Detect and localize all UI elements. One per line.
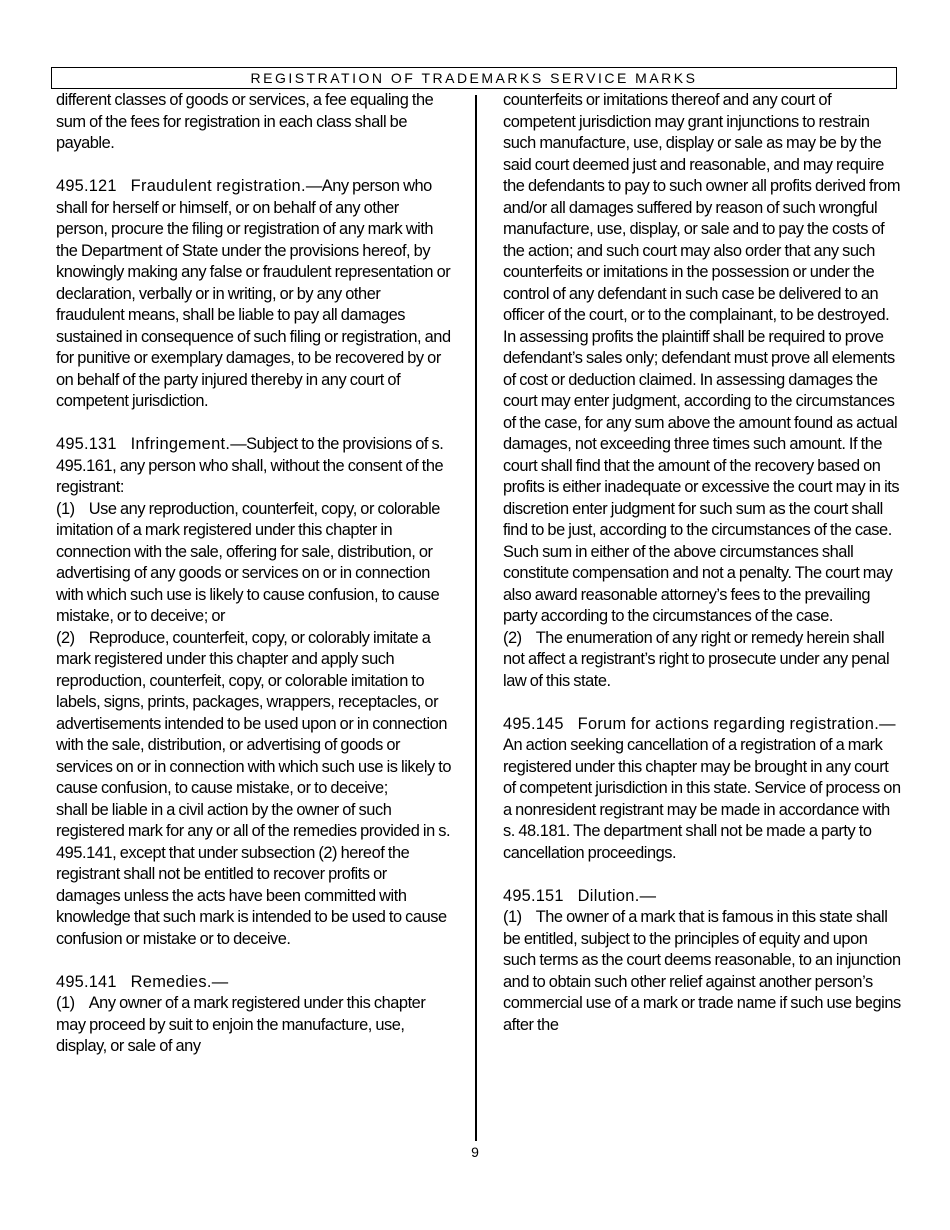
left-column [56, 90, 452, 1058]
section-495-151 [503, 886, 903, 908]
subsection-label: (2) [56, 628, 75, 647]
section-number: 495.121 [56, 177, 117, 195]
subsection-text: The owner of a mark that is famous in this state shall be entitled, subject to the principles of equity and upon such terms as the court deems reasonable, to an injunction and to obtain such other relief against another person’s commercial use of a mark or trade name if such use begins after the [503, 908, 901, 1034]
section-495-141 [56, 972, 452, 994]
section-title: Forum for actions regarding registration. [577, 714, 880, 733]
section-title: Infringement. [130, 435, 231, 453]
section-intro: —Subject to the provisions of s. 495.161, any person who shall, without the consent of the registrant: [56, 435, 444, 496]
section-number: 495.145 [503, 714, 564, 733]
running-header [51, 67, 897, 89]
section-title: Dilution. [577, 886, 640, 905]
section-495-141-continued: counterfeits or imitations thereof and any court of competent jurisdiction may grant injunctions to restrain such manufacture, use, display or sale as may be by the said court deemed just and reasonable, and may require the defendants to pay to such owner all profits derived from and/or all damages suffered by reason of such wrongful manufacture, use, display, or sale and to pay the costs of the action; and such court may also order that any such counterfeits or imitations in the possession or under the control of any defendant in such case be delivered to an officer of the court, or to the complainant, to be destroyed. In assessing profits the plaintiff shall be required to prove defendant’s sales only; defendant must prove all elements of cost or deduction claimed. In assessing damages the court may enter judgment, according to the circumstances of the case, for any sum above the amount found as actual damages, not exceeding three times such amount. If the court shall find that the amount of the recovery based on profits is either inadequate or excessive the court may in its discretion enter judgment for such sum as the court shall find to be just, according to the circumstances of the case. Such sum in either of the above circumstances shall constitute compensation and not a penalty. The court may also award reasonable attorney’s fees to the prevailing party according to the circumstances of the case. [503, 91, 901, 625]
page-number: 9 [471, 1144, 479, 1160]
subsection-label: (1) [503, 908, 522, 926]
subsection-2 [56, 628, 452, 800]
subsection-2 [503, 628, 903, 693]
section-number: 495.131 [56, 435, 117, 453]
section-body: —An action seeking cancellation of a registration of a mark registered under this chapter may be brought in any court of competent jurisdiction in this state. Service of process on a nonresident registrant may be made in accordance with s. 48.181. The department shall not be made a party to cancellation proceedings. [503, 714, 901, 862]
subsection-label: (1) [56, 499, 75, 518]
section-body: —Any person who shall for herself or himself, or on behalf of any other person, procure the filing or registration of any mark with the Department of State under the provisions hereof, by knowingly making any false or fraudulent representation or declaration, verbally or in writing, or by any other fraudulent means, shall be liable to pay all damages sustained in consequence of such filing or registration, and for punitive or exemplary damages, to be recovered by or on behalf of the party injured thereby in any court of competent jurisdiction. [56, 177, 451, 410]
subsection-label: (1) [56, 994, 75, 1012]
subsection-text: The enumeration of any right or remedy herein shall not affect a registrant’s right to prosecute under any penal law of this state. [503, 628, 890, 690]
subsection-1 [56, 993, 452, 1058]
section-title: Fraudulent registration. [130, 177, 306, 195]
subsection-1 [56, 499, 452, 628]
right-column [503, 90, 903, 1036]
section-495-131 [56, 434, 452, 499]
running-title: REGISTRATION OF TRADEMARKS SERVICE MARKS [250, 70, 698, 86]
subsection-text: Any owner of a mark registered under this chapter may proceed by suit to enjoin the manufacture, use, display, or sale of any [56, 994, 426, 1055]
section-dash: — [211, 972, 228, 991]
section-closing: shall be liable in a civil action by the owner of such registered mark for any or all of the remedies provided in s. 495.141, except that under subsection (2) hereof the registrant shall not be entitled to recover profits or damages unless the acts have been committed with knowledge that such mark is intended to be used to cause confusion or mistake or to deceive. [56, 800, 451, 948]
subsection-1 [503, 907, 903, 1036]
section-number: 495.141 [56, 972, 117, 991]
column-divider [475, 95, 477, 1141]
subsection-label: (2) [503, 628, 522, 647]
subsection-text: Use any reproduction, counterfeit, copy, or colorable imitation of a mark registered under this chapter in connection with the sale, offering for sale, distribution, or advertising of any goods or services on or in connection with which such use is likely to cause confusion, to cause mistake, or to deceive; or [56, 499, 440, 625]
section-495-121 [56, 176, 452, 413]
section-number: 495.151 [503, 886, 564, 905]
section-title: Remedies. [130, 972, 212, 991]
section-495-145 [503, 714, 903, 865]
continuation-paragraph: different classes of goods or services, a fee equaling the sum of the fees for registration in each class shall be payable. [56, 91, 434, 152]
subsection-text: Reproduce, counterfeit, copy, or colorably imitate a mark registered under this chapter and apply such reproduction, counterfeit, copy, or colorable imitation to labels, signs, prints, packages, wrappers, receptacles, or advertisements intended to be used upon or in connection with the sale, distribution, or advertising of goods or services on or in connection with which such use is likely to cause confusion, to cause mistake, or to deceive; [56, 628, 452, 797]
section-dash: — [639, 886, 656, 905]
